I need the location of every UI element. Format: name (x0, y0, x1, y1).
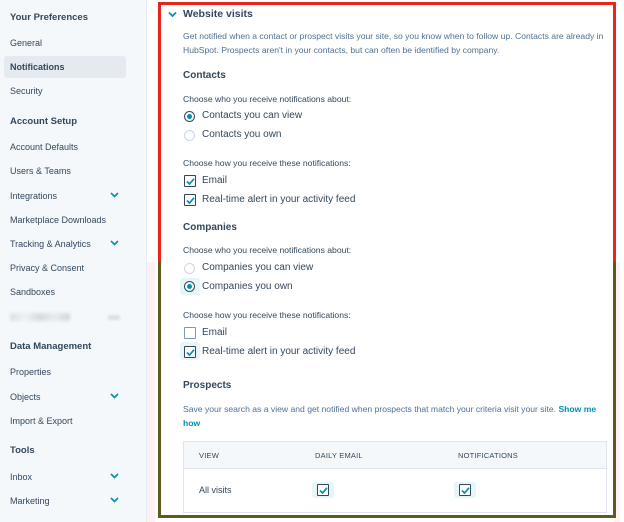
contacts-heading: Contacts (183, 70, 226, 81)
contacts-email-label[interactable]: Email (202, 175, 228, 186)
sidebar-item-marketing[interactable] (4, 490, 126, 512)
column-header-view: VIEW (199, 451, 219, 460)
table-cell-view: All visits (199, 485, 232, 495)
sidebar-item-label: Objects (10, 392, 41, 402)
contacts-realtime-label[interactable]: Real-time alert in your activity feed (202, 194, 356, 205)
prospects-description-text: Save your search as a view and get notified when prospects that match your criteria visit your site. (183, 404, 557, 414)
sidebar-item-marketplace-downloads[interactable]: Marketplace Downloads (10, 215, 107, 225)
redacted-sidebar-item-badge (108, 315, 120, 320)
companies-who-label: Choose who you receive notifications about: (183, 245, 352, 255)
sidebar-item-label: Integrations (10, 191, 58, 201)
sidebar-item-general[interactable]: General (10, 38, 43, 48)
section-description: Get notified when a contact or prospect visits your site, so you know when to follow up. Contacts are already in HubSpot. Prospects aren't in your contacts, but can often be identified by company. (183, 31, 604, 55)
prospects-heading: Prospects (183, 380, 232, 391)
companies-own-label[interactable]: Companies you own (202, 281, 293, 292)
chevron-down-icon (110, 192, 119, 198)
sidebar-item-privacy-consent[interactable]: Privacy & Consent (10, 263, 85, 273)
sidebar-item-users-teams[interactable]: Users & Teams (10, 166, 71, 176)
sidebar-heading-account-setup: Account Setup (10, 116, 78, 127)
contacts-how-label: Choose how you receive these notifications: (183, 158, 351, 168)
sidebar-item-label: Marketing (10, 496, 50, 506)
page-margin (147, 262, 155, 522)
sidebar-item-label: Tracking & Analytics (10, 239, 91, 249)
sidebar-heading-tools: Tools (10, 445, 35, 456)
section-title[interactable]: Website visits (183, 8, 253, 20)
sidebar-item-security[interactable]: Security (10, 86, 43, 96)
contacts-own-label[interactable]: Contacts you own (202, 129, 282, 140)
sidebar-item-label: Inbox (10, 472, 33, 482)
sidebar-item-sandboxes[interactable]: Sandboxes (10, 287, 56, 297)
show-me-how-link[interactable]: Show me how (183, 404, 597, 428)
annotation-highlight-box-olive (158, 262, 616, 518)
companies-how-label: Choose how you receive these notifications: (183, 310, 351, 320)
chevron-down-icon (110, 473, 119, 479)
column-header-notifications: NOTIFICATIONS (458, 451, 518, 460)
sidebar-item-import-export[interactable]: Import & Export (10, 416, 73, 426)
companies-can-view-label[interactable]: Companies you can view (202, 262, 314, 273)
redacted-sidebar-item (10, 313, 70, 321)
sidebar-heading-preferences: Your Preferences (10, 12, 88, 23)
annotation-highlight-box-red (158, 2, 616, 263)
column-header-daily-email: DAILY EMAIL (315, 451, 363, 460)
companies-realtime-label[interactable]: Real-time alert in your activity feed (202, 346, 356, 357)
sidebar-item-objects[interactable] (4, 386, 126, 408)
companies-email-label[interactable]: Email (202, 327, 228, 338)
chevron-down-icon (110, 393, 119, 399)
companies-heading: Companies (183, 222, 237, 233)
chevron-down-icon (110, 497, 119, 503)
contacts-who-label: Choose who you receive notifications about: (183, 94, 352, 104)
sidebar-item-properties[interactable]: Properties (10, 367, 52, 377)
sidebar-heading-data-management: Data Management (10, 341, 92, 352)
settings-sidebar (0, 0, 147, 522)
sidebar-item-account-defaults[interactable]: Account Defaults (10, 142, 79, 152)
contacts-can-view-label[interactable]: Contacts you can view (202, 110, 303, 121)
sidebar-item-inbox[interactable] (4, 466, 126, 488)
sidebar-item-tracking-analytics[interactable] (4, 233, 126, 255)
sidebar-item-integrations[interactable] (4, 185, 126, 207)
chevron-down-icon (110, 240, 119, 246)
sidebar-item-notifications[interactable]: Notifications (4, 56, 126, 78)
